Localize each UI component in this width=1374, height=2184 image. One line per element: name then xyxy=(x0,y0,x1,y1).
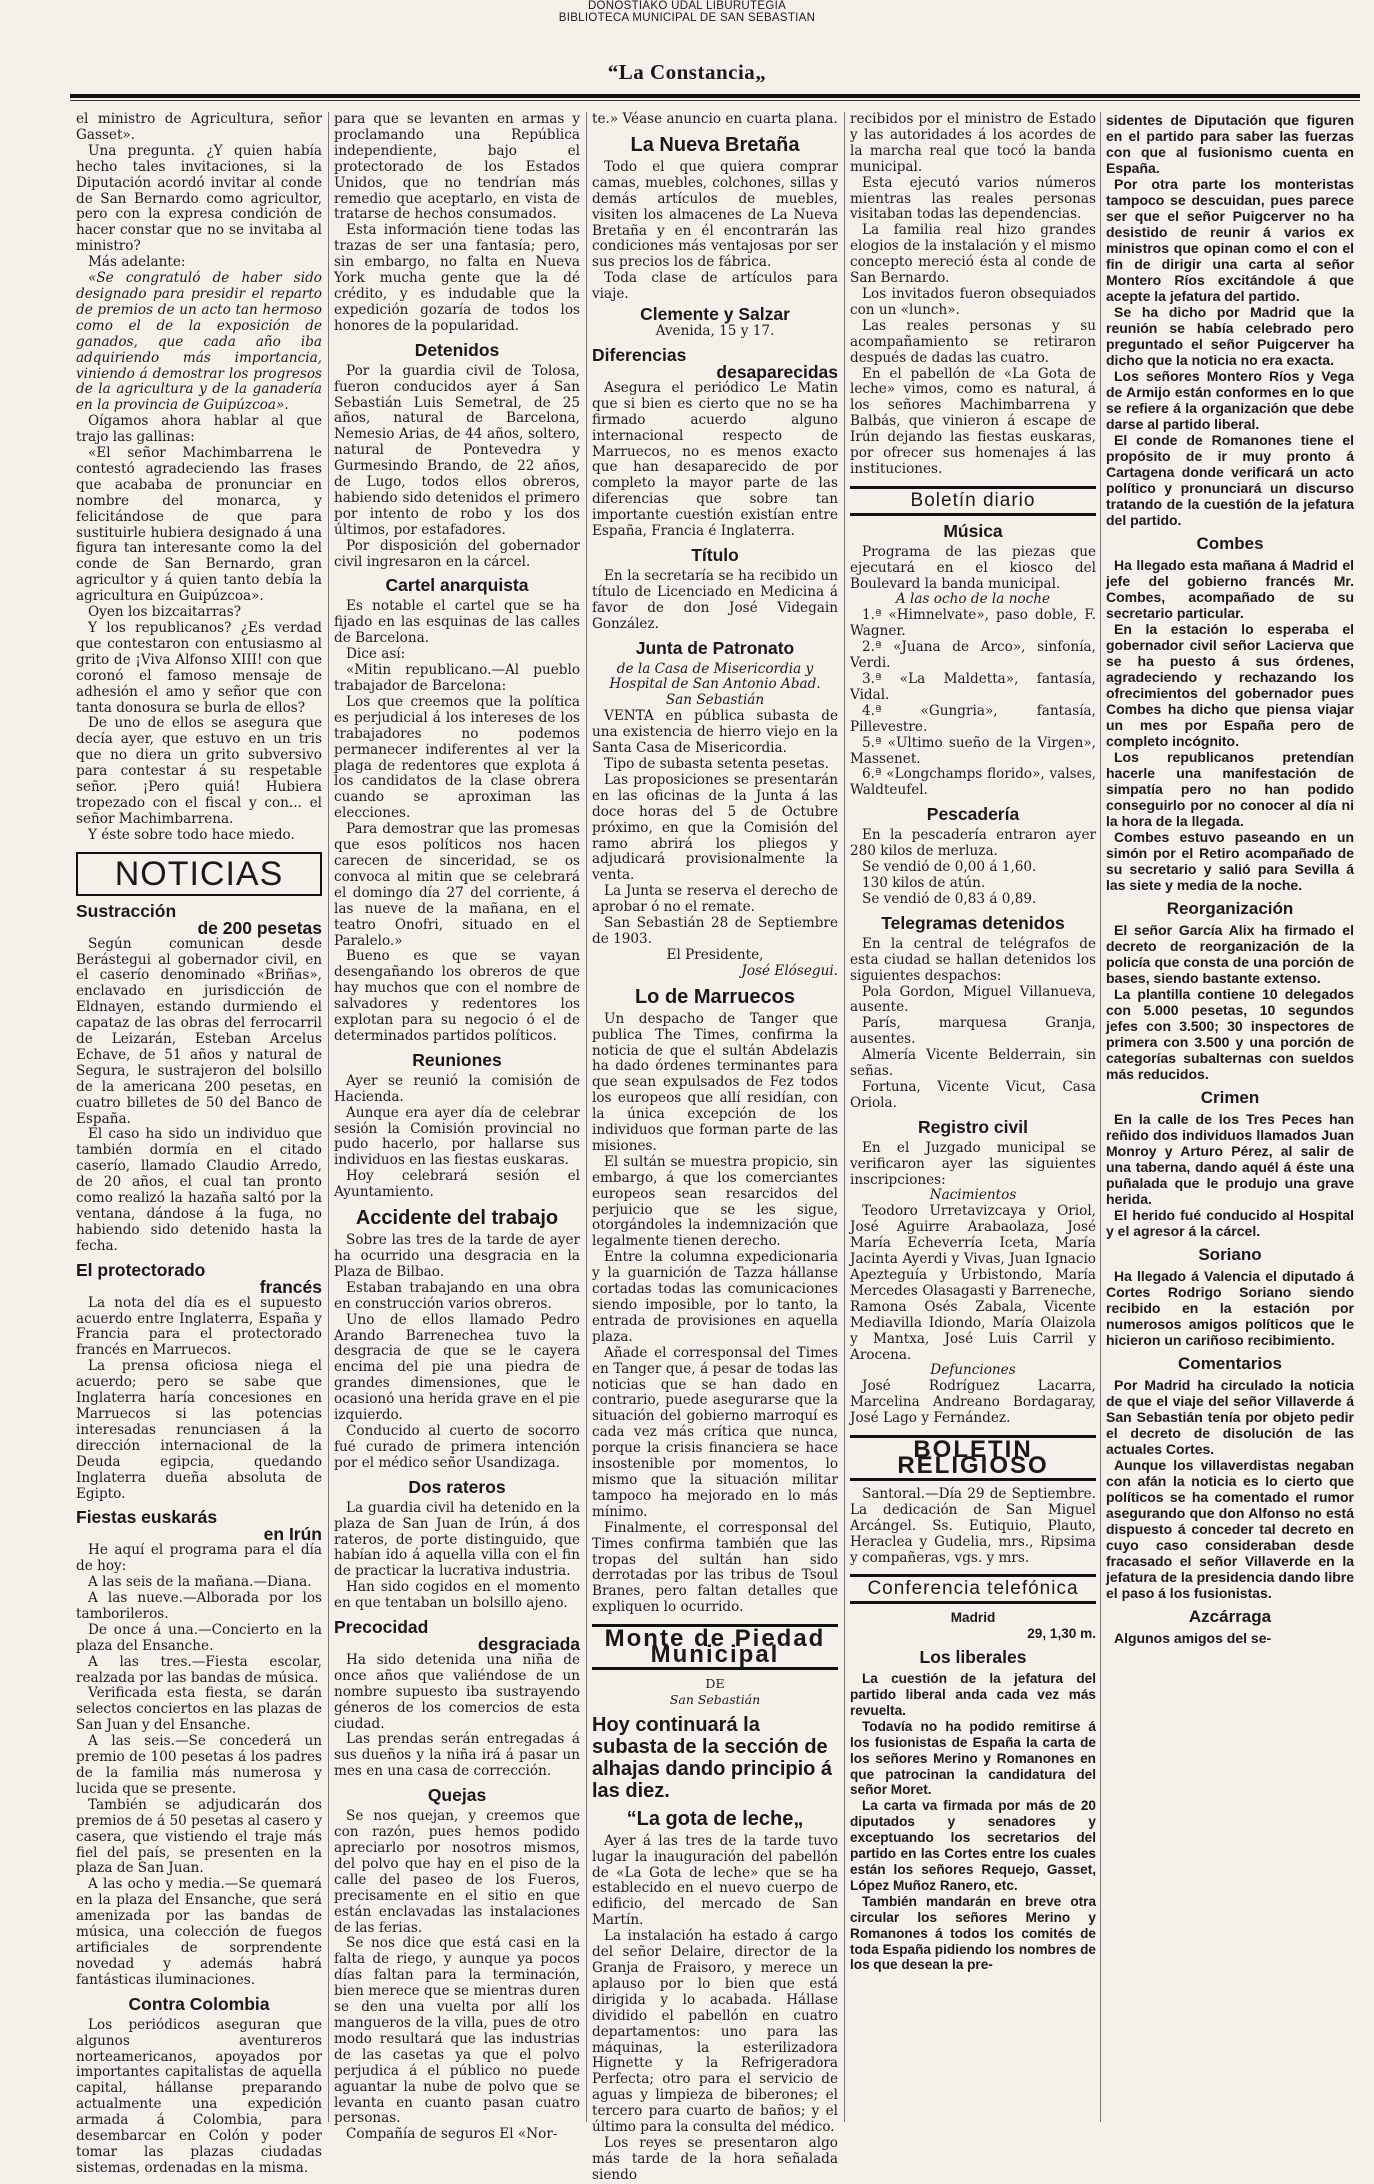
paragraph: La cuestión de la jefatura del partido liberal anda cada vez más revuelta. xyxy=(850,1671,1096,1718)
paragraph: Finalmente, el corresponsal del Times confirma también que las tropas del sultán han sido derrotadas por las tribus de Tsoul Branes, pero faltan detalles que expliquen lo ocurrido. xyxy=(592,1519,838,1616)
paragraph: Un despacho de Tanger que publica The Times, confirma la noticia de que el sultán Abdelazis ha dado órdenes terminantes para que sean expulsados de Fez todos los europeos que allí residían, con la única excepción de los individuos que forman parte de las misiones. xyxy=(592,1010,838,1154)
paragraph: El caso ha sido un individuo que también dormía en el citado caserío, llamado Claudio Arredo, de 20 años, el cual tan pronto como realizó la hazaña saltó por la ventana, dándose á la fuga, no habiendo sido detenido hasta la fecha. xyxy=(76,1126,322,1254)
headline: Soriano xyxy=(1198,1245,1262,1264)
paragraph: La instalación ha estado á cargo del señor Delaire, director de la Granja de Fraisoro, y merece un aplauso por lo bien que está dirigida y lo acabada. Hállase dividido el pabellón en cuatro departamentos: uno para las máquinas, la esterilizadora Hignette y la Refrigeradora Perfecta; otro para el servicio de aguas y limpieza de biberones; el tercero para cuarto de baños; y el último para la consulta del médico. xyxy=(592,1928,838,2136)
paragraph: Programa de las piezas que ejecutará en el kiosco del Boulevard la banda municipal. xyxy=(850,543,1096,592)
paragraph: DE xyxy=(705,1675,725,1691)
headline: El protectorado xyxy=(76,1259,206,1280)
headline: Accidente del trabajo xyxy=(355,1207,559,1230)
paragraph: He aquí el programa para el día de hoy: xyxy=(76,1542,322,1575)
paragraph: Las reales personas y su acompañamiento se retiraron después de dadas las cuatro. xyxy=(850,317,1096,366)
header-rule-thin xyxy=(70,100,1360,101)
music-item: 6.ª «Longchamps florido», valses, Waldteufel. xyxy=(850,766,1096,799)
headline: Lo de Marruecos xyxy=(634,985,796,1008)
paragraph: La nota del día es el supuesto acuerdo entre Inglaterra, España y Francia para el protectorado francés en Marruecos. xyxy=(76,1294,322,1359)
paragraph: Verificada esta fiesta, se darán selectos conciertos en las plazas de San Juan y del Ensanche. xyxy=(76,1685,322,1734)
archive-line-2: BIBLIOTECA MUNICIPAL DE SAN SEBASTIAN xyxy=(558,12,816,24)
paragraph: Ayer se reunió la comisión de Hacienda. xyxy=(334,1072,580,1105)
column-4 xyxy=(850,112,1096,2122)
paragraph: Bueno es que se vayan desengañando los obreros de que hay muchos que con el nombre de salvadores y redentores los explotan para su negocio ó el de determinados partidos políticos. xyxy=(334,948,580,1044)
section-title-noticias: NOTICIAS xyxy=(76,852,322,896)
paragraph: También se adjudicarán dos premios de á 50 pesetas al casero y casera, que vistiendo el traje más fiel del país, se presenten en la plaza de San Juan. xyxy=(76,1796,322,1877)
column-3 xyxy=(592,111,838,2183)
headline: Comentarios xyxy=(1178,1354,1282,1373)
paragraph: te.» Véase anuncio en cuarta plana. xyxy=(592,111,838,127)
section-title-conferencia: Conferencia telefónica xyxy=(850,1574,1096,1604)
archive-line-1: DONOSTIAKO UDAL LIBURUTEGIA xyxy=(587,0,787,12)
headline: francés xyxy=(259,1276,322,1297)
paragraph: Algunos amigos del se- xyxy=(1114,1630,1272,1646)
paragraph: Todavía no ha podido remitirse á los fusionistas de España la carta de los señores Merino y Romanones en que patrocinan la candidatura del señor Moret. xyxy=(850,1718,1096,1798)
paragraph: sidentes de Diputación que figuren en el partido para saber las fuerzas con que al fusionismo cuenta en España. xyxy=(1106,112,1354,176)
paragraph: Nacimientos xyxy=(929,1187,1017,1204)
headline: Crimen xyxy=(1200,1088,1260,1107)
paragraph: A las nueve.—Alborada por los tamborileros. xyxy=(76,1590,322,1622)
paragraph: Por Madrid ha circulado la noticia de que el viaje del señor Villaverde á San Sebastián tenía por objeto pedir el decreto de disolución de las actuales Cortes. xyxy=(1106,1377,1354,1457)
headline: Música xyxy=(943,520,1003,541)
music-item: 5.ª «Ultimo sueño de la Virgen», Massenet. xyxy=(850,734,1096,767)
paragraph: París, marquesa Granja, ausentes. xyxy=(850,1015,1096,1048)
paragraph: Tipo de subasta setenta pesetas. xyxy=(604,756,829,772)
paragraph: Se vendió de 0,00 á 1,60. xyxy=(862,859,1037,876)
column-5 xyxy=(1106,112,1354,2122)
headline: Diferencias xyxy=(592,344,687,365)
paragraph: El sultán se muestra propicio, sin embargo, á que los comerciantes europeos sean resarcidos del perjuicio que se les sigue, otorgándoles la indemnización que legalmente tienen derecho. xyxy=(592,1153,838,1250)
paragraph: A las ocho de la noche xyxy=(895,591,1051,608)
paragraph: Ha sido detenida una niña de once años que valiéndose de un nombre supuesto iba sustrayendo géneros de los comercios de esta ciudad. xyxy=(334,1651,580,1732)
paragraph: Los señores Montero Ríos y Vega de Armijo están conformes en lo que se refiere á la organización que debe darse al partido liberal. xyxy=(1106,368,1354,432)
paragraph: Por otra parte los monteristas tampoco se descuidan, pues parece ser que el señor Puigcerver no ha desistido de reunir á varios ex ministros que opinan como el con el fin de dirigir una carta al señor Montero Ríos excitándole á que acepte la jefatura del partido. xyxy=(1106,176,1354,304)
paragraph: «El señor Machimbarrena le contestó agradeciendo las frases que acababa de pronunciar en nombre del monarca, y felicitándose de que para sustituirle hubiera designado á una figura tan interesante como la del conde de San Bernardo, gran agricultor y á quien tanto debía la agricultura en Guipúzcoa». xyxy=(76,445,322,605)
paragraph: Ayer á las tres de la tarde tuvo lugar la inauguración del pabellón de «La Gota de leche» que se ha establecido en el nuevo cuerpo de edificio, del mercado de San Martín. xyxy=(592,1832,838,1929)
paragraph: Los invitados fueron obsequiados con un «lunch». xyxy=(850,285,1096,318)
paragraph: Combes estuvo paseando en un simón por el Retiro acompañado de su secretario y salió para Sevilla á las siete y media de la noche. xyxy=(1106,829,1354,893)
paragraph: A las ocho y media.—Se quemará en la plaza del Ensanche, que será amenizada por las bandas de música, una colección de fuegos artificiales de sorprendente novedad y además habrá fantásticas iluminaciones. xyxy=(76,1876,322,1988)
headline: Sustracción xyxy=(76,900,177,921)
paragraph: Conducido al cuerto de socorro fué curado de primera intención por el médico señor Usandizaga. xyxy=(334,1422,580,1471)
paragraph: También mandarán en breve otra circular los señores Merino y Romanones á todos los comités de toda España pidiendo los nombres de los que desean la pre- xyxy=(850,1893,1096,1973)
music-item: 3.ª «La Maldetta», fantasía, Vidal. xyxy=(850,671,1096,703)
headline: Junta de Patronato xyxy=(635,637,795,658)
paragraph: La familia real hizo grandes elogios de la instalación y el mismo concepto mereció ésta al conde de San Bernardo. xyxy=(850,222,1096,287)
paragraph: «Mitin republicano.—Al pueblo trabajador de Barcelona: xyxy=(334,662,580,694)
music-item: 4.ª «Gungria», fantasía, Pillevestre. xyxy=(850,702,1096,735)
paragraph: A las tres.—Fiesta escolar, realzada por las bandas de música. xyxy=(76,1653,322,1686)
paragraph: Dice así: xyxy=(346,646,406,663)
dateline: Madrid xyxy=(950,1610,996,1626)
paragraph: La Junta se reserva el derecho de aprobar ó no el remate. xyxy=(592,883,838,916)
paragraph: Esta ejecutó varios números mientras las reales personas visitaban todas las dependencias. xyxy=(850,174,1096,223)
headline: Telegramas detenidos xyxy=(881,912,1065,933)
paragraph: Almería Vicente Belderrain, sin señas. xyxy=(850,1047,1096,1080)
headline: Título xyxy=(691,544,739,565)
paragraph: En la estación lo esperaba el gobernador civil señor Lacierva que se ha puesto á sus órdenes, agradeciendo y rechazando los ofrecimientos del gobernador pues Combes ha dicho que piensa viajar un mes por España pero de completo incógnito. xyxy=(1106,621,1354,749)
headline: Hoy continuará la subasta de la sección de alhajas dando principio á las diez. xyxy=(592,1713,833,1802)
paragraph: San Sebastián 28 de Septiembre de 1903. xyxy=(592,915,838,947)
paragraph: Los reyes se presentaron algo más tarde de la hora señalada siendo xyxy=(592,2134,838,2183)
headline: Reuniones xyxy=(412,1049,502,1070)
paragraph: La guardia civil ha detenido en la plaza de San Juan de Irún, á dos rateros, de porte distinguido, que habían ido á aquella villa con el fin de practicar la lucrativa industria. xyxy=(334,1499,580,1580)
paragraph: En la secretaría se ha recibido un título de Licenciado en Medicina á favor de don José Videgain González. xyxy=(592,567,838,632)
paragraph: Entre la columna expedicionaria y la guarnición de Tazza hállanse cortadas todas las comunicaciones siendo imposible, por lo tanto, la entrada de provisiones en aquella plaza. xyxy=(592,1249,838,1345)
paragraph: Uno de ellos llamado Pedro Arando Barrenechea tuvo la desgracia de que se le cayera encima del pie una piedra de grandes dimensiones, que le ocasionó una herida grave en el pie izquierdo. xyxy=(334,1311,580,1424)
paragraph: Es notable el cartel que se ha fijado en las esquinas de las calles de Barcelona. xyxy=(334,598,580,647)
paragraph: El conde de Romanones tiene el propósito de ir muy pronto á Cartagena donde verificará un acto político y pronunciará un discurso tratando de la cuestión de la jefatura del partido. xyxy=(1106,432,1354,528)
paragraph: Hoy celebrará sesión el Ayuntamiento. xyxy=(334,1168,580,1201)
paragraph: Ha llegado á Valencia el diputado á Cortes Rodrigo Soriano siendo recibido en la estación por numerosos amigos políticos que le hicieron un cariñoso recibimiento. xyxy=(1106,1268,1354,1348)
paragraph: Esta información tiene todas las trazas de ser una fantasía; pero, sin embargo, no falta en Nueva York mucha gente que la dé crédito, y es indudable que la expedición gozaría de todos los honores de la popularidad. xyxy=(334,222,580,334)
paragraph: La carta va firmada por más de 20 diputados y senadores y exceptuando los secretarios del partido en las Cortes entre los cuales están los señores Requejo, Gasset, López Muñoz Ranero, etc. xyxy=(850,1798,1096,1893)
headline: Cartel anarquista xyxy=(385,575,529,596)
column-1 xyxy=(76,111,322,2176)
headline: Fiestas euskarás xyxy=(76,1507,218,1528)
paragraph: «Se congratuló de haber sido designado para presidir el reparto de premios de un acto tan hermoso como el de la exposición de ganados, que cada año iba adquiriendo más importancia, viniendo á demostrar los progresos de la agricultura y de la ganadería en la provincia de Guipúzcoa». xyxy=(76,270,322,414)
paragraph: Una pregunta. ¿Y quien había hecho tales invitaciones, si la Diputación acordó invitar al conde de San Bernardo como agricultor, pero con la expresa condición de hacer constar que no se invitaba al ministro? xyxy=(76,142,322,255)
paragraph: Pola Gordon, Miguel Villanueva, ausente. xyxy=(850,983,1096,1016)
music-item: 1.ª «Himnelvate», paso doble, F. Wagner. xyxy=(850,607,1096,640)
headline: en Irún xyxy=(263,1524,322,1545)
paragraph: Oígamos ahora hablar al que trajo las gallinas: xyxy=(76,413,322,446)
paragraph: Han sido cogidos en el momento en que tentaban un bolsillo ajeno. xyxy=(334,1579,580,1612)
paragraph: Por disposición del gobernador civil ingresaron en la cárcel. xyxy=(334,537,580,570)
paragraph: Y éste sobre todo hace miedo. xyxy=(88,826,295,843)
paragraph: Toda clase de artículos para viaje. xyxy=(592,270,838,303)
headline: Precocidad xyxy=(334,1617,429,1638)
header-rule xyxy=(70,94,1360,98)
headline: Combes xyxy=(1196,534,1264,553)
headline: La Nueva Bretaña xyxy=(630,133,800,156)
paragraph: Las proposiciones se presentarán en las oficinas de la Junta á las doce horas del 5 de Octubre próximo, en que la Comisión del ramo abrirá los pliegos y adjudicará provisionalmente la venta. xyxy=(592,771,838,884)
paragraph: Ha llegado esta mañana á Madrid el jefe del gobierno francés Mr. Combes, acompañado de su secretario particular. xyxy=(1106,557,1354,621)
paragraph: El señor García Alix ha firmado el decreto de reorganización de la policía que consta de una porción de bases, siendo bastante extenso. xyxy=(1106,922,1354,986)
paragraph: La prensa oficiosa niega el acuerdo; pero se sabe que Inglaterra haría concesiones en Marruecos si las potencias interesadas renunciasen á la dirección internacional de la Deuda egipcia, quedando Inglaterra dueña absoluta de Egipto. xyxy=(76,1358,322,1502)
paragraph: Los republicanos pretendían hacerle una manifestación de simpatía pero no han podido conseguirlo por no conocer al día ni la hora de la llegada. xyxy=(1106,749,1354,829)
headline: Los liberales xyxy=(919,1647,1027,1668)
paragraph: Santoral.—Día 29 de Septiembre. La dedicación de San Miguel Arcángel. Ss. Eutiquio, Plauto, Heraclea y Gudelia, mrs., Ripsima y compañeras, vgs. y mrs. xyxy=(850,1485,1096,1566)
paragraph: Oyen los bizcaitarras? xyxy=(88,604,241,621)
paragraph: A las seis.—Se concederá un premio de 100 pesetas á los padres de la familia más numerosa y lucida que se presente. xyxy=(76,1733,322,1797)
paragraph: Por la guardia civil de Tolosa, fueron conducidos ayer á San Sebastián Luis Semetral, de 25 años, natural de Barcelona, Nemesio Arias, de 44 años, soltero, natural de Pontevedra y Gurmesindo Brando, de 22 años, de Lugo, todos ellos obreros, habiendo sido detenidos el primero por intento de robo y los dos últimos, por estafadores. xyxy=(334,362,580,538)
paragraph: En el Juzgado municipal se verificaron ayer las siguientes inscripciones: xyxy=(850,1139,1096,1188)
paragraph: Estaban trabajando en una obra en construcción varios obreros. xyxy=(334,1279,580,1312)
headline: Quejas xyxy=(427,1785,487,1806)
paragraph: El herido fué conducido al Hospital y el agresor á la cárcel. xyxy=(1106,1207,1354,1239)
headline: Reorganización xyxy=(1166,899,1294,918)
paragraph: de la Casa de Misericordia y Hospital de San Antonio Abad. xyxy=(609,660,821,693)
column-divider xyxy=(844,112,845,2122)
paragraph: José Rodríguez Lacarra, Marcelina Andreano Bordagaray, José Lago y Fernández. xyxy=(850,1378,1096,1427)
column-divider xyxy=(1100,112,1101,2122)
headline: Contra Colombia xyxy=(128,1993,270,2014)
paragraph: el ministro de Agricultura, señor Gasset». xyxy=(76,111,322,143)
paragraph: Teodoro Urretavizcaya y Oriol, José Aguirre Arabaolaza, José María Echeverría Iceta, María Jacinta Ayerdi y Vivas, Juan Ignacio Apezteguía y Urbistondo, María Mercedes Olasagasti y Barreneche, Ramona Osés Zabala, Vicente Mediavilla Idiondo, María Olaizola y Mantxa, José Luis Carril y Arocena. xyxy=(850,1203,1096,1363)
paragraph: A las seis de la mañana.—Diana. xyxy=(88,1574,312,1591)
paragraph: Defunciones xyxy=(930,1362,1016,1379)
headline: “La gota de leche„ xyxy=(626,1807,804,1830)
paragraph: En la calle de los Tres Peces han reñido dos individuos llamados Juan Monroy y Arturo Pérez, al salir de una taberna, dando aquél á éste una puñalada que le produjo una grave herida. xyxy=(1106,1111,1354,1207)
headline: Detenidos xyxy=(414,339,500,360)
paragraph: Aunque los villaverdistas negaban con afán la noticia es lo cierto que políticos se ha comentado el rumor asegurando que don Alfonso no está dispuesto á conceder tal decreto en cuyo caso consideraban desde fracasado el señor Villaverde en la jefatura de la presidencia dando libre el paso á los fusionistas. xyxy=(1106,1457,1354,1601)
headline-monte-de-piedad: Monte de Piedad Municipal xyxy=(592,1624,838,1670)
paragraph: Asegura el periódico Le Matin que si bien es cierto que no se ha firmado acuerdo alguno internacional respecto de Marruecos, no es menos exacto que han desaparecido de por completo la mayor parte de las diferencias que sobre tan importante cuestión existían entre España, Francia é Inglaterra. xyxy=(592,379,838,540)
paragraph: Se nos quejan, y creemos que con razón, pues hemos podido apreciarlo por nosotros mismos, del polvo que hay en el piso de la calle del paseo de los Fueros, precisamente en el sitio en que están enclavadas las instalaciones de las ferias. xyxy=(334,1808,580,1936)
paragraph: Se vendió de 0,83 á 0,89. xyxy=(862,890,1037,907)
music-item: 2.ª «Juana de Arco», sinfonía, Verdi. xyxy=(850,639,1096,672)
paragraph: Añade el corresponsal del Times en Tanger que, á pesar de todas las noticias que se han dado en contrario, puede asegurarse que la situación del gobierno marroquí es cada vez más crítica que nunca, porque la crisis financiera se hace insostenible por momentos, lo mismo que la situación militar tampoco ha mejorado en lo más mínimo. xyxy=(592,1344,838,1520)
paragraph: Los periódicos aseguran que algunos aventureros norteamericanos, apoyados por importantes capitalistas de aquella capital, hállanse preparando actualmente una expedición armada á Colombia, para desembarcar en Colón y poder tomar las plazas ciudadas sistemas, ordenadas en la misma. xyxy=(76,2016,322,2176)
headline: desgraciada xyxy=(477,1634,580,1655)
headline: desaparecidas xyxy=(716,361,838,382)
paragraph: Se nos dice que está casi en la falta de riego, y aunque ya pocos días faltan para la terminación, bien merece que se mientras duren se den una vuelta por allí los mangueros de la villa, pues de otro modo resultará que las industrias de las casetas ya que el polvo perjudica á el público no puede aguantar la nube de polvo que se levanta en cuanto pasan cuatro personas. xyxy=(334,1935,580,2127)
paragraph: Los que creemos que la política es perjudicial á los intereses de los trabajadores no podemos permanecer indiferentes al ver la plaga de redentores que explota á los candidatos de la clase obrera cuando se aproximan las elecciones. xyxy=(334,693,580,822)
archive-stamp xyxy=(0,0,1374,24)
headline: Pescadería xyxy=(926,804,1020,825)
section-title-boletin-religioso: BOLETIN RELIGIOSO xyxy=(850,1435,1096,1481)
section-title-boletin-diario: Boletín diario xyxy=(850,486,1096,516)
headline: Dos rateros xyxy=(408,1476,506,1497)
column-divider xyxy=(586,112,587,2122)
column-2 xyxy=(334,111,580,2143)
paragraph: Para demostrar que las promesas que esos políticos nos hacen carecen de sinceridad, se os convoca al mitin que se celebrará el domingo día 27 del corriente, á las nueve de la mañana, en el teatro Onofri, situado en el Paralelo.» xyxy=(334,821,580,949)
paragraph: Más adelante: xyxy=(88,254,186,271)
paragraph: En la central de telégrafos de esta ciudad se hallan detenidos los siguientes despachos: xyxy=(850,935,1096,984)
paragraph: Compañía de seguros El «Nor- xyxy=(346,2126,558,2143)
paragraph: VENTA en pública subasta de una existencia de hierro viejo en la Santa Casa de Misericordia. xyxy=(592,708,838,757)
paragraph: En la pescadería entraron ayer 280 kilos de merluza. xyxy=(850,827,1096,860)
column-divider xyxy=(328,112,329,2122)
headline: Clemente y Salzar xyxy=(640,304,790,325)
paragraph: Avenida, 15 y 17. xyxy=(655,323,775,340)
masthead: “La Constancia„ xyxy=(607,60,767,84)
paragraph: recibidos por el ministro de Estado y las autoridades á los acordes de la marcha real que tocó la banda municipal. xyxy=(850,111,1096,175)
paragraph: De uno de ellos se asegura que decía ayer, que estuvo en un tris que no diera un grito subversivo para contestar á su respetable señor. ¡Pero quiá! Hubiera tropezado con el fiscal y con... el señor Machimbarrena. xyxy=(76,715,322,827)
paragraph: José Elósegui. xyxy=(741,962,838,979)
dateline-time: 29, 1,30 m. xyxy=(1027,1626,1096,1642)
paragraph: De once á una.—Concierto en la plaza del Ensanche. xyxy=(76,1621,322,1654)
headline: Azcárraga xyxy=(1188,1607,1272,1626)
paragraph: para que se levanten en armas y proclamando una República independiente, bajo el protectorado de los Estados Unidos, que no tendrían más remedio que aceptarlo, en vista de tratarse de hechos consumados. xyxy=(334,111,580,223)
paragraph: Según comunican desde Berástegui al gobernador civil, en el caserío denominado «Briñas», enclavado en jurisdicción de Eldnayen, estando durmiendo el capataz de las obras del ferrocarril de Leizarán, Esteban Arcelus Echave, de 51 años y natural de Segura, le sustrajeron del bolsillo de la americana 200 pesetas, en cuatro billetes de 50 del Banco de España. xyxy=(76,935,322,1127)
paragraph: Y los republicanos? ¿Es verdad que contestaron con entusiasmo al grito de ¡Viva Alfonso XIII! con que coronó el famoso mensaje de adhesión el amo y señor que con tanta donosura se burla de ellos? xyxy=(76,620,322,716)
paragraph: Sobre las tres de la tarde de ayer ha ocurrido una desgracia en la Plaza de Bilbao. xyxy=(334,1232,580,1280)
paragraph: Aunque era ayer día de celebrar sesión la Comisión provincial no pudo hacerlo, por hallarse sus individuos en las fiestas euskaras. xyxy=(334,1104,580,1169)
paragraph: Se ha dicho por Madrid que la reunión se había celebrado pero preguntado el señor Puigcerver ha dicho que la noticia no era exacta. xyxy=(1106,304,1354,368)
paragraph: San Sebastián xyxy=(665,692,765,709)
paragraph: San Sebastián xyxy=(669,1691,761,1707)
headline: Registro civil xyxy=(918,1116,1028,1137)
paragraph: La plantilla contiene 10 delegados con 5.000 pesetas, 10 segundos jefes con 3.500; 30 inspectores de primera con 3.500 y una porción de categorías subalternas con sueldos más reducidos. xyxy=(1106,986,1354,1082)
paragraph: El Presidente, xyxy=(666,946,764,963)
paragraph: Las prendas serán entregadas á sus dueños y la niña irá á pasar un mes en una casa de corrección. xyxy=(334,1731,580,1780)
paragraph: Todo el que quiera comprar camas, muebles, colchones, sillas y demás artículos de muebles, visiten los almacenes de La Nueva Bretaña y en él encontrarán las condiciones más ventajosas por ser sus precios los de fábrica. xyxy=(592,158,838,271)
paragraph: 130 kilos de atún. xyxy=(862,874,986,891)
headline: de 200 pesetas xyxy=(197,917,322,938)
paragraph: Fortuna, Vicente Vicut, Casa Oriola. xyxy=(850,1078,1096,1111)
paragraph: En el pabellón de «La Gota de leche» vimos, como es natural, á los señores Machimbarrena y Balbás, que vinieron á escape de Irún dejando las fiestas euskaras, por ofrecer sus homenajes á las instituciones. xyxy=(850,365,1096,477)
